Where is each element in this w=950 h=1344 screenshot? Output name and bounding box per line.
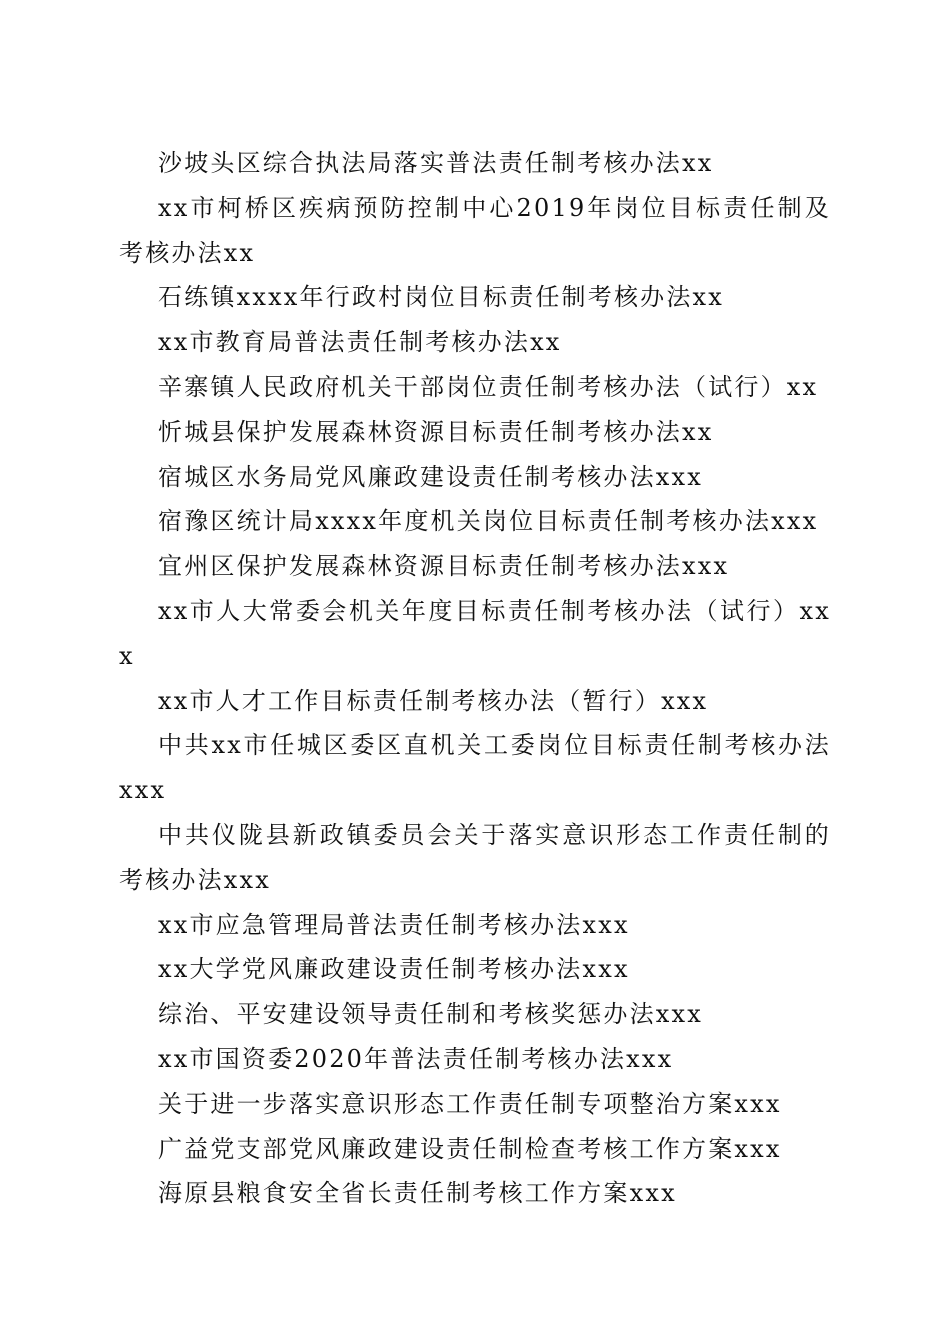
list-item: 辛寨镇人民政府机关干部岗位责任制考核办法（试行）xx bbox=[158, 372, 819, 401]
list-item: 宿豫区统计局xxxx年度机关岗位目标责任制考核办法xxx bbox=[158, 507, 819, 536]
list-item: 宜州区保护发展森林资源目标责任制考核办法xxx bbox=[158, 552, 730, 581]
list-item: 忻城县保护发展森林资源目标责任制考核办法xx bbox=[158, 417, 714, 446]
list-item: 广益党支部党风廉政建设责任制检查考核工作方案xxx bbox=[158, 1134, 782, 1163]
list-item: 石练镇xxxx年行政村岗位目标责任制考核办法xx bbox=[158, 283, 725, 312]
list-item: 中共仪陇县新政镇委员会关于落实意识形态工作责任制的考核办法xxx bbox=[119, 820, 831, 894]
list-item: 沙坡头区综合执法局落实普法责任制考核办法xx bbox=[158, 149, 714, 177]
list-item: xx市教育局普法责任制考核办法xx bbox=[158, 328, 562, 357]
list-item: xx市国资委2020年普法责任制考核办法xxx bbox=[158, 1044, 674, 1073]
list-item: 海原县粮食安全省长责任制考核工作方案xxx bbox=[158, 1179, 677, 1208]
list-item: 中共xx市任城区委区直机关工委岗位目标责任制考核办法xxx bbox=[119, 731, 831, 805]
list-item: 综治、平安建设领导责任制和考核奖惩办法xxx bbox=[158, 1000, 704, 1029]
list-item: 关于进一步落实意识形态工作责任制专项整治方案xxx bbox=[158, 1089, 782, 1118]
document-title-list bbox=[119, 141, 831, 1216]
list-item: xx市人大常委会机关年度目标责任制考核办法（试行）xxx bbox=[119, 596, 831, 670]
list-item: xx市应急管理局普法责任制考核办法xxx bbox=[158, 910, 630, 939]
list-item: xx大学党风廉政建设责任制考核办法xxx bbox=[158, 955, 630, 984]
list-item: xx市柯桥区疾病预防控制中心2019年岗位目标责任制及考核办法xx bbox=[119, 193, 831, 267]
list-item: xx市人才工作目标责任制考核办法（暂行）xxx bbox=[158, 686, 709, 715]
list-item: 宿城区水务局党风廉政建设责任制考核办法xxx bbox=[158, 462, 704, 491]
